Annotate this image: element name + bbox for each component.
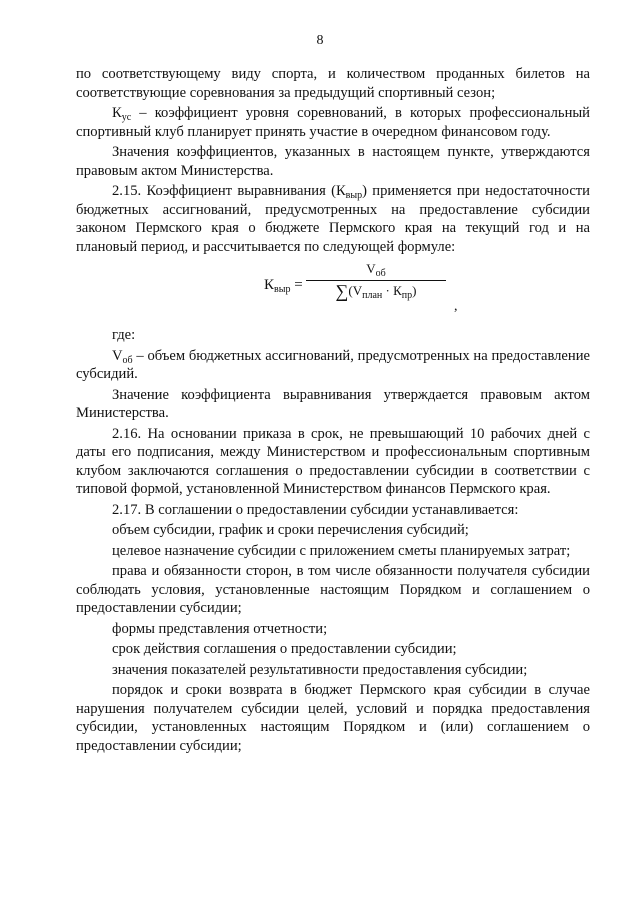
formula-denominator: $\sum(V_{план} \cdot К_{пр})$: [335, 280, 417, 301]
paragraph-vob: [76, 347, 590, 384]
kus-definition: – коэффициент уровня соревнований, в которых профессиональный спортивный клуб планирует принять участие в очередном финансовом году.: [76, 105, 590, 140]
formula-fraction: [306, 260, 446, 300]
paragraph-2-17: 2.17. В соглашении о предоставлении субсидии устанавливается:: [112, 501, 519, 518]
clause-2-15-start: 2.15. Коэффициент выравнивания (К: [112, 183, 346, 199]
formula-lhs: $К_{выр}$ =: [264, 277, 303, 295]
list-item: объем субсидии, график и сроки перечисления субсидий;: [112, 522, 469, 538]
paragraph-kus: [76, 104, 590, 141]
clause-2-15-rest: ) применяется при недостаточности бюджетных ассигнований, предусмотренных на предоставление субсидии законом Пермского края о бюджете Пермского края на текущий год и на плановый период, и рассчитывается по следующей формуле:: [76, 183, 590, 255]
where-label: где:: [112, 327, 136, 343]
paragraph-2-16: 2.16. На основании приказа в срок, не превышающий 10 рабочих дней с даты его подписания, между Министерством и профессиональным спортивным клубом заключаются соглашения о предоставлении субсидии в соответствии с типовой формой, установленной Министерством финансов Пермского края.: [76, 425, 590, 497]
list-item: права и обязанности сторон, в том числе обязанности получателя субсидии соблюдать условия, установленные настоящим Порядком и соглашением о предоставлении субсидии;: [76, 563, 590, 616]
formula-numerator: $V_{об}$: [306, 260, 446, 281]
symbol-v: V: [112, 347, 123, 364]
vob-definition: – объем бюджетных ассигнований, предусмотренных на предоставление субсидий.: [76, 347, 590, 382]
document-body: [76, 65, 590, 757]
paragraph-coefficients-approval: Значения коэффициентов, указанных в настоящем пункте, утверждаются правовым актом Министерства.: [76, 144, 590, 179]
paragraph-1: по соответствующему виду спорта, и количеством проданных билетов на соответствующие соревнования за предыдущий спортивный сезон;: [76, 66, 590, 101]
subscript-us: ус: [121, 112, 132, 123]
list-item: порядок и сроки возврата в бюджет Пермского края субсидии в случае нарушения получателем субсидии целей, условий и порядка предоставления субсидии, установленных настоящим Порядком и (или) соглашением о предоставлении субсидии;: [76, 682, 590, 754]
paragraph-alignment-approval: Значение коэффициента выравнивания утверждается правовым актом Министерства.: [76, 386, 590, 421]
page-number: 8: [316, 33, 324, 48]
subscript-ob: об: [122, 354, 133, 366]
subscript-vyr: выр: [345, 190, 363, 201]
list-item: срок действия соглашения о предоставлении субсидии;: [112, 641, 457, 657]
sigma-symbol: ∑: [335, 280, 349, 301]
symbol-k: К: [112, 105, 122, 121]
formula-comma: ,: [454, 299, 458, 314]
formula: [76, 258, 590, 316]
list-item: формы представления отчетности;: [112, 620, 328, 637]
list-item: целевое назначение субсидии с приложением сметы планируемых затрат;: [112, 542, 571, 559]
paragraph-2-15: [76, 182, 590, 256]
list-item: значения показателей результативности предоставления субсидии;: [112, 661, 528, 678]
